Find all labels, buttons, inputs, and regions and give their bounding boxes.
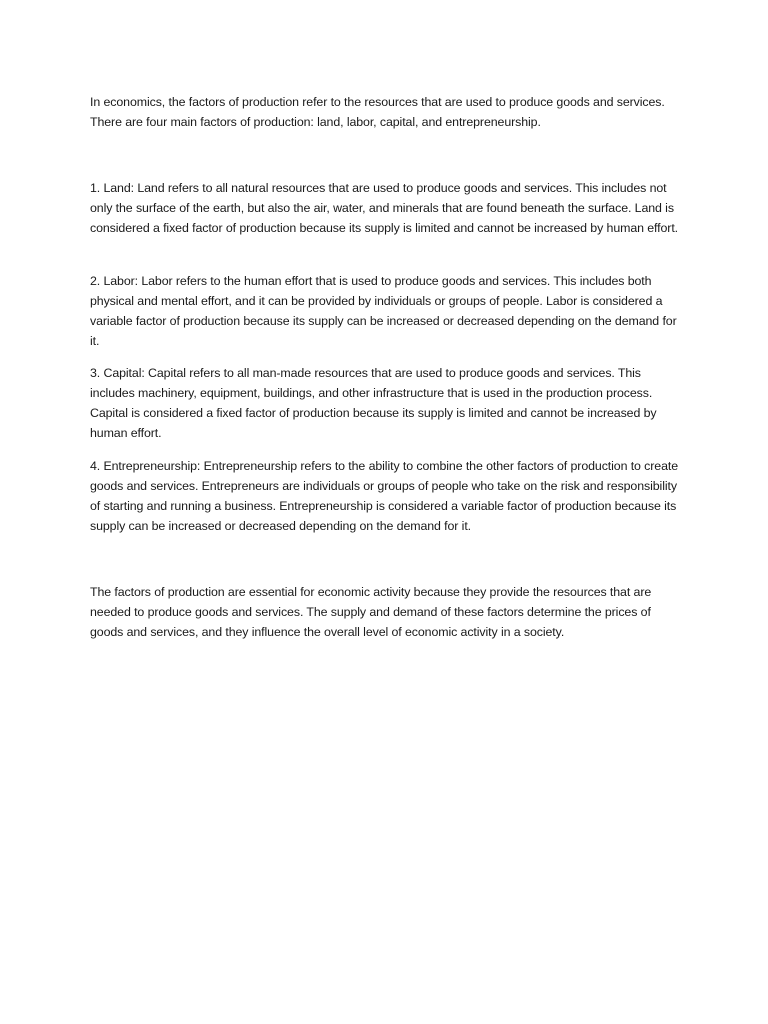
list-item-capital: 3. Capital: Capital refers to all man-made resources that are used to produce goods and services. This includes machinery, equipment, buildings, and other infrastructure that is used in the production process. Capital is considered a fixed factor of production because its supply is limited and cannot be increased by human effort.	[90, 366, 657, 440]
list-item-land: 1. Land: Land refers to all natural resources that are used to produce goods and services. This includes not only the surface of the earth, but also the air, water, and minerals that are found beneath the surface. Land is considered a fixed factor of production because its supply is limited and cannot be increased by human effort.	[90, 181, 679, 235]
conclusion-paragraph: The factors of production are essential for economic activity because they provide the resources that are needed to produce goods and services. The supply and demand of these factors determine the prices of goods and services, and they influence the overall level of economic activity in a society.	[90, 585, 652, 639]
list-item-labor: 2. Labor: Labor refers to the human effort that is used to produce goods and services. This includes both physical and mental effort, and it can be provided by individuals or groups of people. Labor is considered a variable factor of production because its supply can be increased or decreased depending on the demand for it.	[90, 274, 677, 348]
intro-paragraph: In economics, the factors of production refer to the resources that are used to produce goods and services. There are four main factors of production: land, labor, capital, and entrepreneurship.	[90, 95, 665, 129]
list-item-entrepreneurship: 4. Entrepreneurship: Entrepreneurship refers to the ability to combine the other factors of production to create goods and services. Entrepreneurs are individuals or groups of people who take on the risk and responsibility of starting and running a business. Entrepreneurship is considered a variable factor of production because its supply can be increased or decreased depending on the demand for it.	[90, 459, 679, 533]
